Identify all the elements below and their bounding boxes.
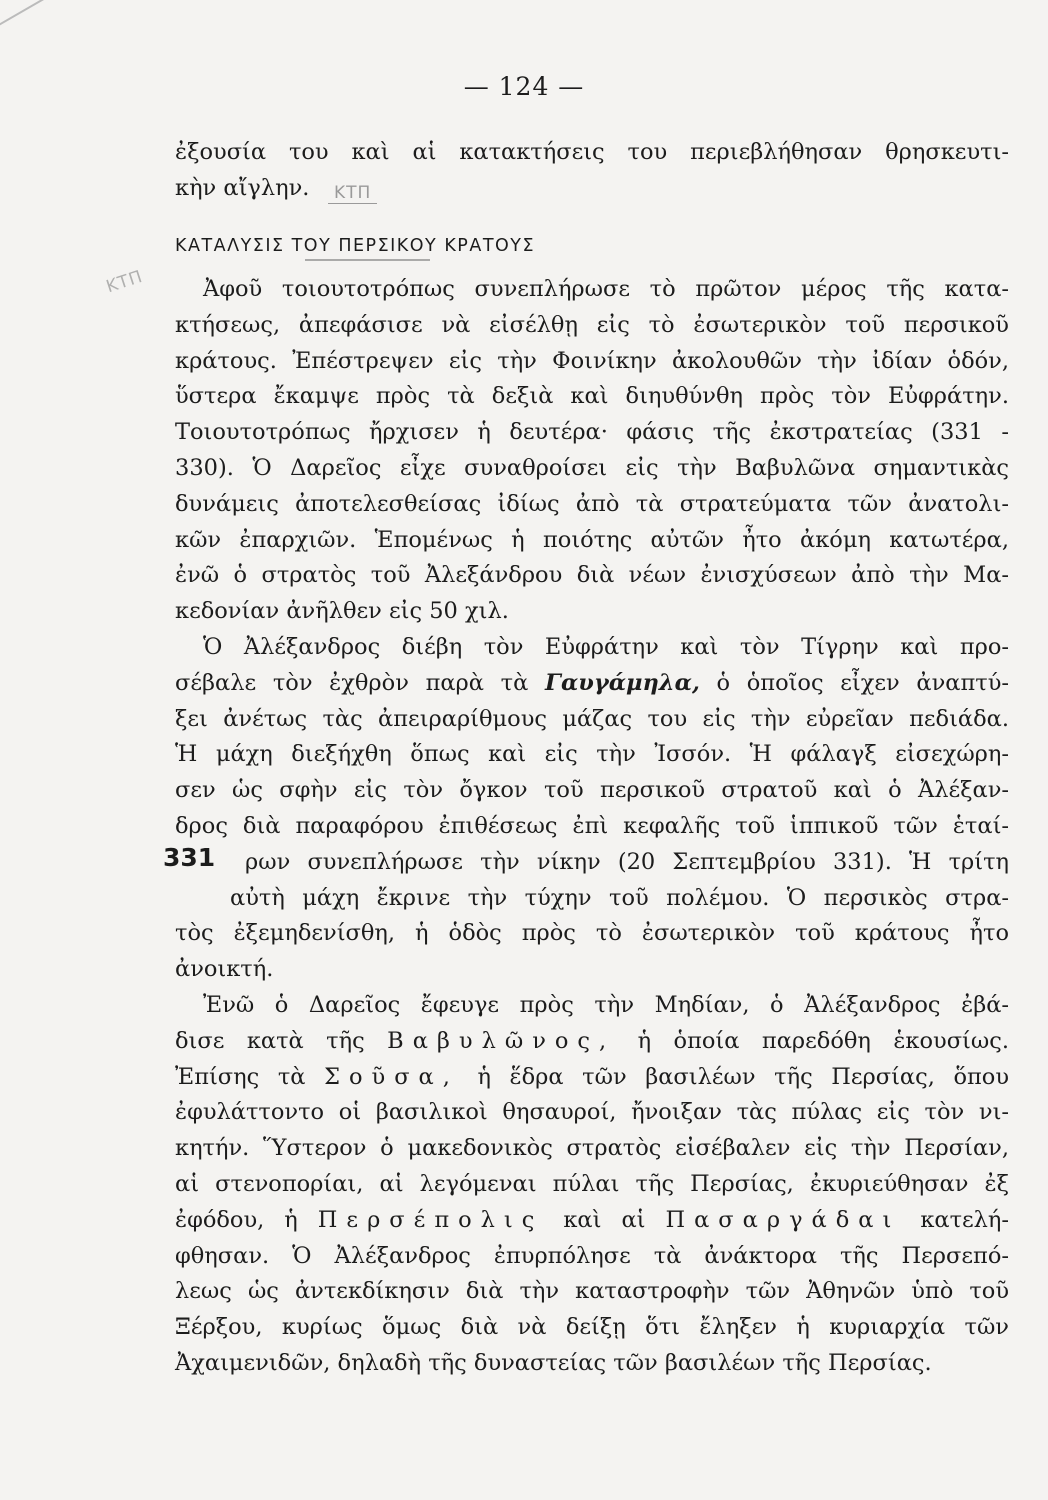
text-line: ἐξουσία του καὶ αἱ κατακτήσεις του περιεβλήθησαν θρησκευτι- — [175, 139, 1009, 165]
text-fragment: ἐφόδου, ἡ — [175, 1206, 298, 1233]
text-line: αὐτὴ μάχη ἔκρινε τὴν τύχην τοῦ πολέμου. Ὁ περσικὸς στρα- — [230, 884, 1009, 911]
paragraph-2 — [175, 630, 1009, 988]
text-line: ἐνῶ ὁ στρατὸς τοῦ Ἀλεξάνδρου διὰ νέων ἐνισχύσεων ἀπὸ τὴν Μα- — [175, 562, 1009, 589]
text-line: κὴν αἴγλην. — [175, 174, 310, 201]
paragraph-1 — [175, 272, 1009, 630]
text-line: τὸς ἐξεμηδενίσθη, ἡ ὁδὸς πρὸς τὸ ἐσωτερικὸν τοῦ κράτους ἦτο — [175, 920, 1009, 947]
text-line: σεν ὡς σφὴν εἰς τὸν ὄγκον τοῦ περσικοῦ στρατοῦ καὶ ὁ Ἀλέξαν- — [175, 777, 1009, 804]
text-line: κράτους. Ἐπέστρεψεν εἰς τὴν Φοινίκην ἀκολουθῶν τὴν ἰδίαν ὁδόν, — [175, 347, 1009, 374]
text-line: ἀνοικτή. — [175, 956, 274, 983]
spaced-place-name: Περσέπολις — [317, 1206, 544, 1233]
text-line: 330). Ὁ Δαρεῖος εἶχε συναθροίσει εἰς τὴν Βαβυλῶνα σημαντικὰς — [175, 454, 1009, 481]
text-line: λεως ὡς ἀντεκδίκησιν διὰ τὴν καταστροφὴν τῶν Ἀθηνῶν ὑπὸ τοῦ — [175, 1278, 1009, 1305]
spaced-place-name: Πασαργάδαι — [665, 1206, 901, 1233]
text-line: ρων συνεπλήρωσε τὴν νίκην (20 Σεπτεμβρίου 331). Ἡ τρίτη — [245, 848, 1009, 875]
intro-text — [175, 135, 1009, 207]
text-line: Τοιουτοτρόπως ἤρχισεν ἡ δευτέρα· φάσις τῆς ἐκστρατείας (331 - — [175, 419, 1009, 446]
text-line — [175, 1024, 1009, 1060]
text-line: κῶν ἐπαρχιῶν. Ἑπομένως ἡ ποιότης αὐτῶν ἦτο ἀκόμη κατωτέρα, — [175, 526, 1009, 553]
text-line: ξει ἀνέτως τὰς ἀπειραρίθμους μάζας του εἰς τὴν εὐρεῖαν πεδιάδα. — [175, 705, 1009, 732]
text-line — [175, 1203, 1009, 1239]
text-fragment: δισε κατὰ τῆς — [175, 1027, 365, 1054]
text-line: ὕστερα ἔκαμψε πρὸς τὰ δεξιὰ καὶ διηυθύνθη πρὸς τὸν Εὐφράτην. — [175, 383, 1009, 410]
text-line: Ἀχαιμενιδῶν, δηλαδὴ τῆς δυναστείας τῶν βασιλέων τῆς Περσίας. — [175, 1349, 932, 1376]
heading-underline — [305, 259, 430, 261]
text-line: Ἡ μάχη διεξήχθη ὅπως καὶ εἰς τὴν Ἰσσόν. Ἡ φάλαγξ εἰσεχώρη- — [175, 741, 1009, 768]
text-line: φθησαν. Ὁ Ἀλέξανδρος ἐπυρπόλησε τὰ ἀνάκτορα τῆς Περσεπό- — [175, 1242, 1009, 1269]
text-line: κητήν. Ὕστερον ὁ μακεδονικὸς στρατὸς εἰσέβαλεν εἰς τὴν Περσίαν, — [175, 1135, 1009, 1162]
library-stamp: ΚΤΠ — [328, 183, 377, 204]
text-line — [175, 666, 1009, 702]
library-stamp-margin: ΚΤΠ — [103, 266, 146, 298]
section-heading — [175, 236, 535, 256]
spaced-place-name: Σοῦσα, — [324, 1063, 459, 1090]
text-fragment: κατελή- — [920, 1206, 1010, 1233]
text-line: Ξέρξου, κυρίως ὅμως διὰ νὰ δείξῃ ὅτι ἔληξεν ἡ κυριαρχία τῶν — [175, 1314, 1009, 1341]
text-fragment: Ἐπίσης τὰ — [175, 1063, 306, 1090]
text-line: Ὁ Ἀλέξανδρος διέβη τὸν Εὐφράτην καὶ τὸν Τίγρην καὶ προ- — [203, 634, 1009, 660]
text-line: κτήσεως, ἀπεφάσισε νὰ εἰσέλθῃ εἰς τὸ ἐσωτερικὸν τοῦ περσικοῦ — [175, 311, 1009, 338]
page-number: — 124 — — [463, 72, 585, 101]
text-line: αἱ στενοπορίαι, αἱ λεγόμεναι πύλαι τῆς Περσίας, ἐκυριεύθησαν ἐξ — [175, 1170, 1009, 1197]
text-line: Ἀφοῦ τοιουτοτρόπως συνεπλήρωσε τὸ πρῶτον μέρος τῆς κατα- — [203, 276, 1009, 302]
text-line: κεδονίαν ἀνῆλθεν εἰς 50 χιλ. — [175, 598, 509, 625]
text-fragment: ὁ ὁποῖος εἶχεν ἀναπτύ- — [716, 669, 1009, 696]
text-fragment: ἡ ἕδρα τῶν βασιλέων τῆς Περσίας, ὅπου — [477, 1063, 1010, 1090]
text-fragment: ἡ ὁποία παρεδόθη ἑκουσίως. — [637, 1027, 1009, 1054]
text-line: ἐφυλάττοντο οἱ βασιλικοὶ θησαυροί, ἤνοιξαν τὰς πύλας εἰς τὸν νι- — [175, 1099, 1009, 1126]
margin-year: 331 — [163, 843, 216, 872]
emphasized-place-name: Γαυγάμηλα, — [544, 669, 700, 696]
text-line: δρος διὰ παραφόρου ἐπιθέσεως ἐπὶ κεφαλῆς τοῦ ἱππικοῦ τῶν ἑταί- — [175, 812, 1009, 839]
text-fragment: σέβαλε τὸν ἐχθρὸν παρὰ τὰ — [175, 669, 529, 696]
text-fragment: καὶ αἱ — [563, 1206, 646, 1233]
corner-scan-mark — [0, 0, 46, 29]
text-line: δυνάμεις ἀποτελεσθείσας ἰδίως ἀπὸ τὰ στρατεύματα τῶν ἀνατολι- — [175, 490, 1009, 517]
paragraph-3 — [175, 988, 1009, 1382]
spaced-place-name: Βαβυλῶνος, — [387, 1027, 616, 1054]
text-line: Ἐνῶ ὁ Δαρεῖος ἔφευγε πρὸς τὴν Μηδίαν, ὁ Ἀλέξανδρος ἐβά- — [203, 992, 1009, 1018]
section-title: ΚΑΤΑΛΥΣΙΣ ΤΟΥ ΠΕΡΣΙΚΟΥ ΚΡΑΤΟΥΣ — [175, 236, 536, 256]
text-line — [175, 1060, 1009, 1096]
